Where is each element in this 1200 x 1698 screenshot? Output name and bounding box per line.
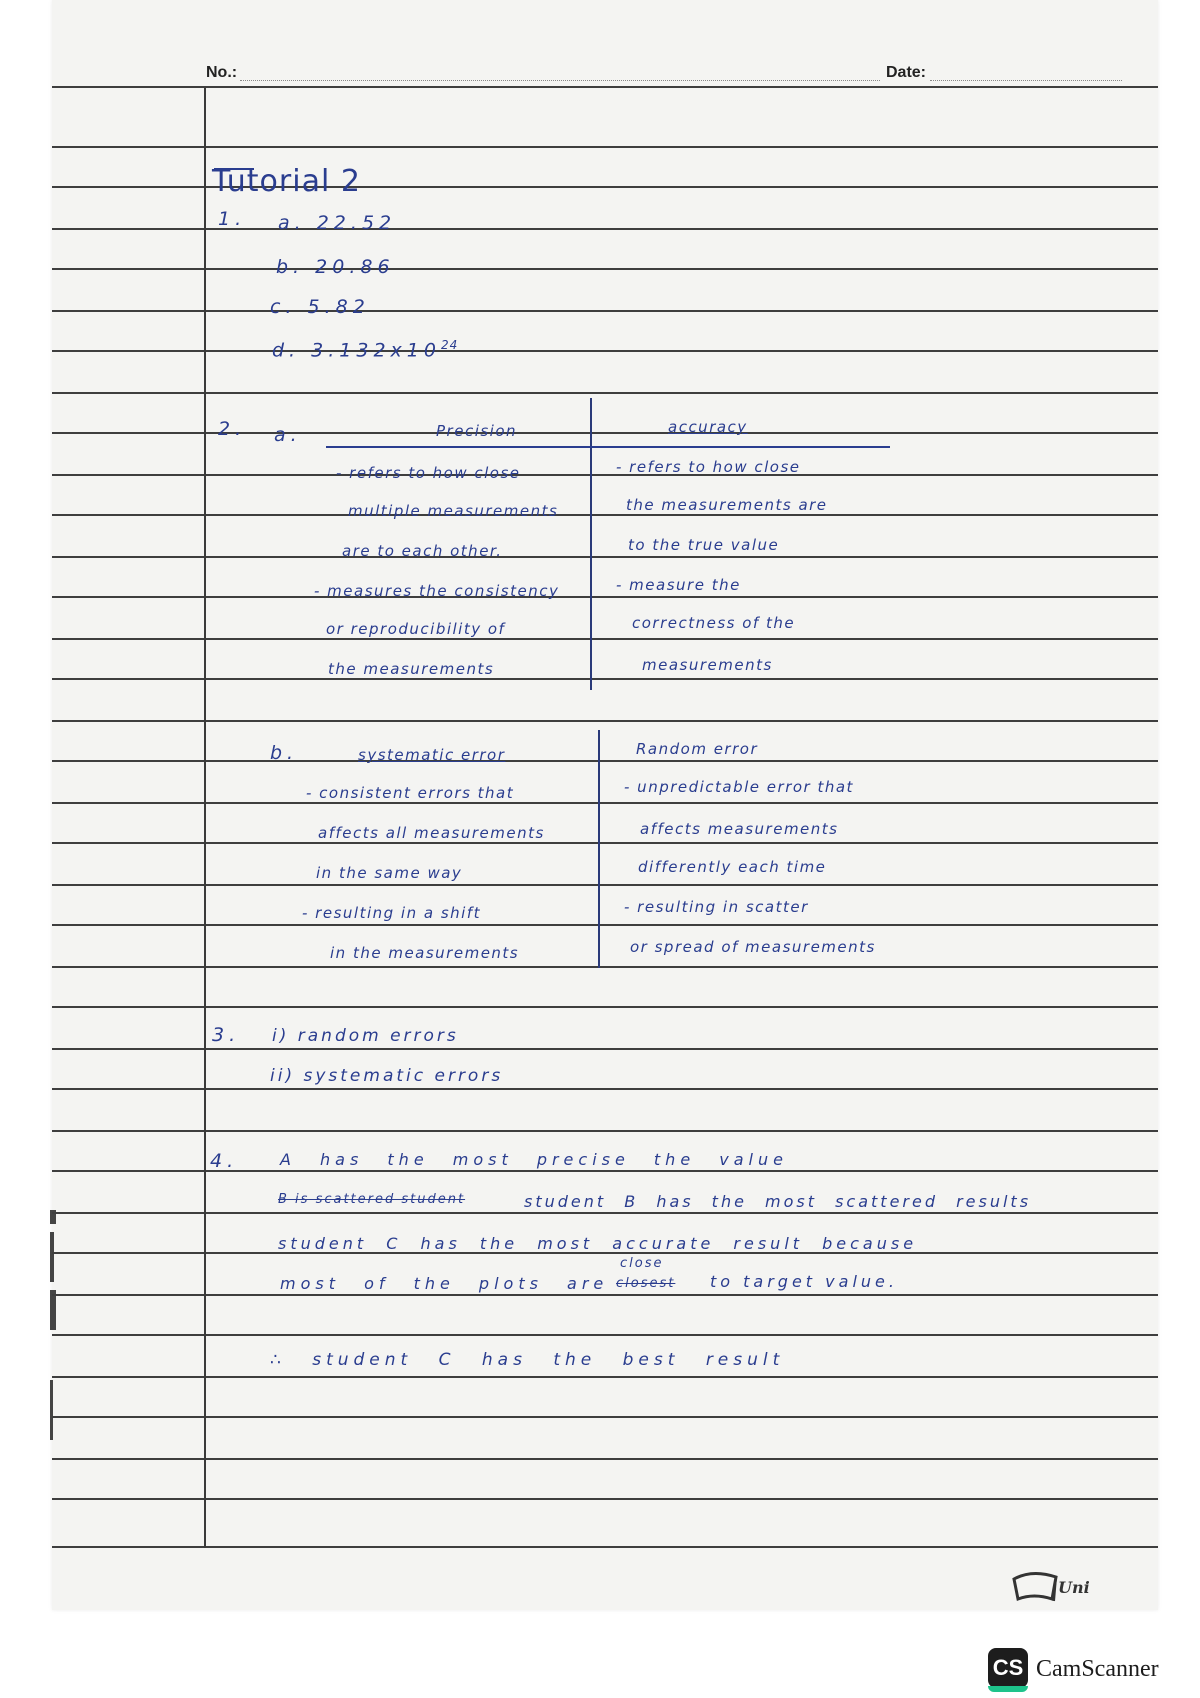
q2a-accuracy-line: - measure the: [616, 576, 741, 594]
ruled-line: [52, 556, 1158, 558]
q2a-accuracy-line: the measurements are: [626, 496, 828, 514]
q2a-label: a.: [274, 424, 302, 446]
ruled-line: [52, 842, 1158, 844]
ruled-line: [52, 1294, 1158, 1296]
ruled-line: [52, 1498, 1158, 1500]
ruled-line: [52, 1458, 1158, 1460]
ruled-line: [52, 1130, 1158, 1132]
q4-line-4-end: to target value.: [710, 1272, 898, 1291]
q1-number: 1.: [218, 208, 247, 230]
ruled-line: [52, 802, 1158, 804]
q2a-accuracy-heading: accuracy: [668, 418, 748, 436]
binding-mark: [50, 1232, 54, 1282]
q4-struck-text: B is scattered student: [278, 1192, 466, 1207]
ruled-line: [52, 146, 1158, 148]
no-field-line: [240, 80, 880, 81]
q2a-table-divider: [590, 398, 592, 690]
q3-answer-i: i) random errors: [272, 1026, 459, 1046]
q2b-systematic-line: - resulting in a shift: [302, 904, 481, 922]
ruled-line: [52, 350, 1158, 352]
ruled-line: [52, 268, 1158, 270]
q1-answer-a: a. 22.52: [278, 212, 397, 234]
q2a-precision-line: the measurements: [328, 660, 495, 678]
q4-line-3: student C has the most accurate result because: [278, 1234, 918, 1253]
q1-answer-b: b. 20.86: [276, 256, 395, 278]
ruled-line: [52, 720, 1158, 722]
q1-answer-d: [272, 338, 458, 361]
ruled-line: [52, 966, 1158, 968]
q3-number: 3.: [212, 1024, 241, 1046]
ruled-line: [52, 884, 1158, 886]
ruled-line: [52, 1416, 1158, 1418]
q2b-systematic-line: in the measurements: [330, 944, 520, 962]
q2a-precision-line: are to each other.: [342, 542, 503, 560]
ruled-line: [52, 1088, 1158, 1090]
q4-number: 4.: [210, 1150, 239, 1172]
q3-answer-ii: ii) systematic errors: [270, 1066, 504, 1086]
q4-line-2: student B has the most scattered results: [524, 1192, 1032, 1211]
q2b-label: b.: [270, 742, 299, 764]
q4-conclusion: ∴ student C has the best result: [270, 1350, 785, 1370]
ruled-line: [52, 638, 1158, 640]
ruled-line: [52, 514, 1158, 516]
q2a-precision-line: - refers to how close: [336, 464, 521, 482]
q2a-accuracy-line: - refers to how close: [616, 458, 801, 476]
q2a-precision-heading: Precision: [436, 422, 518, 440]
ruled-line: [52, 678, 1158, 680]
uni-logo-text: Uni: [1058, 1578, 1090, 1597]
q2b-systematic-heading: systematic error: [358, 746, 506, 764]
camscanner-label: CamScanner: [1036, 1656, 1159, 1682]
ruled-line: [52, 1006, 1158, 1008]
q2b-random-line: or spread of measurements: [630, 938, 876, 956]
q1-answer-d-base: d. 3.132x10: [272, 339, 441, 362]
title-t-bar: [214, 168, 254, 170]
q4-struck-word: closest: [616, 1276, 676, 1291]
q2b-systematic-line: - consistent errors that: [306, 784, 515, 802]
ruled-line: [52, 310, 1158, 312]
ruled-line: [52, 1048, 1158, 1050]
q2b-random-heading: Random error: [636, 740, 759, 758]
ruled-line: [52, 392, 1158, 394]
binding-mark: [50, 1380, 53, 1440]
camscanner-badge: CS: [988, 1648, 1028, 1688]
page-title: Tutorial 2: [212, 164, 361, 199]
ruled-line: [52, 1212, 1158, 1214]
q2b-random-line: differently each time: [638, 858, 827, 876]
q2b-random-line: - resulting in scatter: [624, 898, 809, 916]
q2b-table-divider: [598, 730, 600, 968]
q2a-precision-line: multiple measurements: [348, 502, 559, 520]
q4-line-4-start: most of the plots are: [280, 1274, 609, 1293]
ruled-line: [52, 1546, 1158, 1548]
ruled-line: [52, 596, 1158, 598]
q2b-systematic-line: in the same way: [316, 864, 463, 882]
q2a-accuracy-line: measurements: [642, 656, 773, 674]
q2b-random-line: - unpredictable error that: [624, 778, 854, 796]
q2a-accuracy-line: to the true value: [628, 536, 780, 554]
q2b-systematic-line: affects all measurements: [318, 824, 545, 842]
ruled-line: [52, 474, 1158, 476]
q1-answer-c: c. 5.82: [270, 296, 370, 318]
q2a-table-header-line: [326, 446, 890, 448]
q1-answer-d-exponent: 24: [440, 338, 459, 352]
q2a-accuracy-line: correctness of the: [632, 614, 796, 632]
binding-mark: [50, 1290, 56, 1330]
ruled-line: [52, 1334, 1158, 1336]
q2a-precision-line: or reproducibility of: [326, 620, 506, 638]
ruled-line: [52, 760, 1158, 762]
date-field-line: [930, 80, 1122, 81]
ruled-line: [52, 924, 1158, 926]
q2-number: 2.: [218, 418, 247, 440]
q2b-random-line: affects measurements: [640, 820, 839, 838]
ruled-line: [52, 1376, 1158, 1378]
q4-line-1: A has the most precise the value: [280, 1150, 788, 1169]
no-label: No.:: [206, 64, 238, 81]
margin-line: [204, 88, 206, 1548]
date-label: Date:: [886, 64, 927, 81]
top-rule: [52, 86, 1158, 88]
q2a-precision-line: - measures the consistency: [314, 582, 560, 600]
q4-inserted-word: close: [620, 1256, 664, 1271]
